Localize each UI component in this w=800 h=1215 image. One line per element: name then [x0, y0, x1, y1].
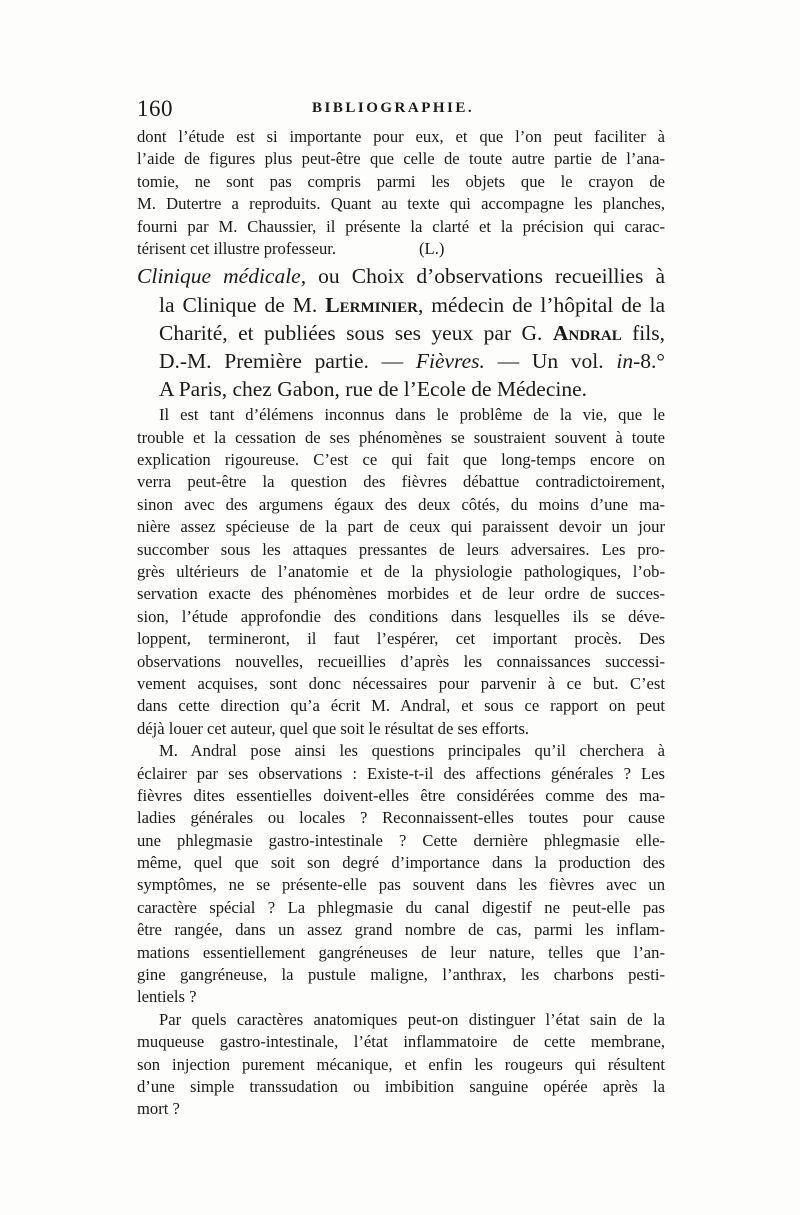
paragraph-3 — [137, 1009, 665, 1121]
paragraph-2 — [137, 740, 665, 1009]
text-line: explication rigoureuse. C’est ce qui fait que long-temps encore on — [137, 450, 665, 470]
text-line: dans cette direction qu’a écrit M. Andral, et sous ce rapport on peut — [137, 696, 665, 716]
text-line: nière assez spécieuse de la part de ceux qui paraissent devoir un jour — [137, 517, 665, 537]
text-line: d’une simple transsudation ou imbibition sanguine opérée après la — [137, 1077, 665, 1096]
text-line: même, quel que soit son degré d’importance dans la production des — [137, 853, 665, 873]
title-text: -8.° — [633, 348, 665, 373]
text-line: fièvres dites essentielles doivent-elles être considérées comme des ma- — [137, 785, 665, 805]
title-text: , médecin de l’hôpital de la — [417, 292, 665, 317]
text-line: Il est tant d’élémens inconnus dans le problême de la vie, que le — [159, 405, 665, 425]
text-line: sion, l’étude approfondie des conditions dans lesquelles ils se déve- — [137, 606, 665, 626]
text-line: gine gangréneuse, la pustule maligne, l’anthrax, les charbons pesti- — [137, 965, 665, 985]
text-line: grès ultérieurs de l’anatomie et de la physiologie pathologiques, l’ob- — [137, 562, 665, 582]
text-line: dont l’étude est si importante pour eux, et que l’on peut faciliter à — [137, 127, 665, 146]
title-text: la Clinique de M. — [159, 292, 326, 317]
title-italic: Fièvres. — [415, 348, 485, 373]
text-line: éclairer par ses observations : Existe-t-il des affections générales ? Les — [137, 763, 665, 783]
title-text: fils, — [621, 320, 665, 345]
text-line: caractère spécial ? La phlegmasie du canal digestif ne peut-elle pas — [137, 897, 665, 917]
title-line — [137, 319, 665, 347]
title-italic: in — [616, 348, 634, 373]
page-header — [137, 96, 667, 126]
book-title-entry — [137, 262, 665, 403]
page-body — [137, 126, 665, 1121]
paragraph-1 — [137, 404, 665, 740]
text-line: trouble et la cessation de ses phénomènes se soustraient souvent à toute — [137, 427, 665, 447]
author-name: Andral — [552, 320, 622, 345]
intro-paragraph — [137, 126, 665, 260]
title-line — [137, 347, 665, 375]
page-number: 160 — [137, 96, 173, 121]
text-line: vement acquises, sont donc nécessaires pour parvenir à ce but. C’est — [137, 673, 665, 693]
title-italic: Clinique médicale, — [137, 264, 307, 289]
text-line: une phlegmasie gastro-intestinale ? Cette dernière phlegmasie elle- — [137, 830, 665, 850]
text-line: observations nouvelles, recueillies d’après les connaissances successi- — [137, 651, 665, 671]
text-line: mations essentiellement gangréneuses de leur nature, telles que l’an- — [137, 942, 665, 962]
text-line: fourni par M. Chaussier, il présente la clarté et la précision qui carac- — [137, 216, 665, 236]
title-line — [137, 291, 665, 319]
text-line: loppent, termineront, il faut l’espérer, cet important procès. Des — [137, 629, 665, 649]
text-line: lentiels ? — [137, 987, 197, 1007]
text-line: M. Dutertre a reproduits. Quant au texte qui accompagne les planches, — [137, 194, 665, 214]
text-line: verra peut-être la question des fièvres débattue contradictoirement, — [137, 472, 665, 492]
running-head: BIBLIOGRAPHIE. — [312, 100, 475, 116]
text-line: mort ? — [137, 1099, 180, 1119]
text-line: être rangée, dans un assez grand nombre de cas, parmi les inflam- — [137, 920, 665, 940]
title-line: A Paris, chez Gabon, rue de l’Ecole de Médecine. — [159, 377, 588, 402]
text-line: M. Andral pose ainsi les questions principales qu’il cherchera à — [159, 741, 665, 761]
text-line: muqueuse gastro-intestinale, l’état inflammatoire de cette membrane, — [137, 1032, 665, 1052]
text-line: térisent cet illustre professeur. (L.) — [137, 238, 445, 258]
text-line: Par quels caractères anatomiques peut-on distinguer l’état sain de la — [159, 1009, 665, 1029]
author-name: Lerminier — [325, 292, 418, 317]
title-text: D.-M. Première partie. — — [159, 348, 416, 373]
title-text: ou Choix d’observations recueillies à — [306, 264, 665, 289]
text-line: l’aide de figures plus peut-être que celle de toute autre partie de l’ana- — [137, 149, 665, 169]
text-line: succomber sous les attaques pressantes de leurs adversaires. Les pro- — [137, 539, 665, 559]
text-line: sinon avec des argumens égaux des deux côtés, du moins d’une ma- — [137, 494, 665, 514]
text-line: tomie, ne sont pas compris parmi les objets que le crayon de — [137, 171, 665, 191]
text-line: symptômes, ne se présente-elle pas souvent dans les fièvres avec un — [137, 875, 665, 895]
title-text: — Un vol. — [484, 348, 617, 373]
text-line: ladies générales ou locales ? Reconnaissent-elles toutes pour cause — [137, 808, 665, 828]
title-line — [137, 262, 665, 290]
text-line: servation exacte des phénomènes morbides et de leur ordre de succes- — [137, 584, 665, 604]
text-line: son injection purement mécanique, et enfin les rougeurs qui résultent — [137, 1054, 665, 1074]
text-line: déjà louer cet auteur, quel que soit le résultat de ses efforts. — [137, 718, 530, 738]
title-text: Charité, et publiées sous ses yeux par G. — [159, 320, 553, 345]
